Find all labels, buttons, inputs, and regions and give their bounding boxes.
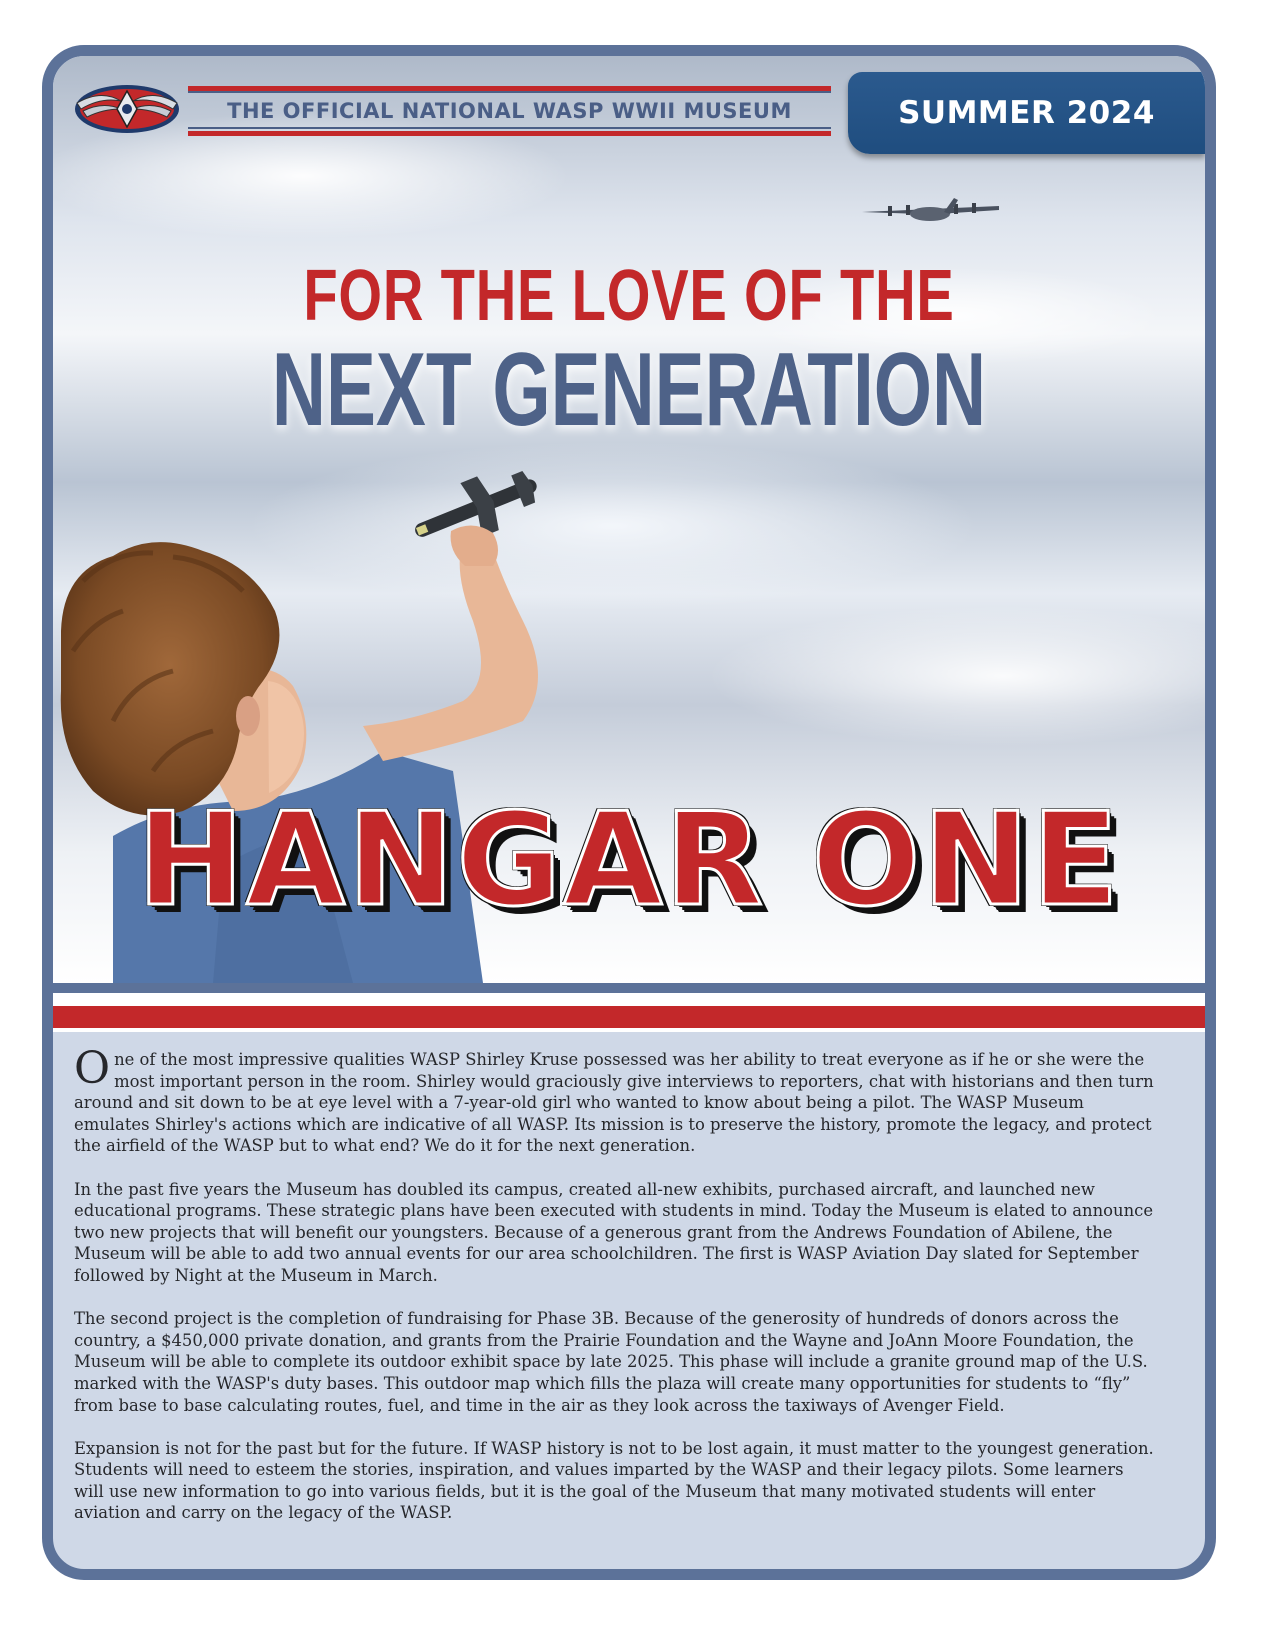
headline-line-1: FOR THE LOVE OF THE xyxy=(303,256,955,336)
season-tab xyxy=(848,72,1205,154)
banner-rule-bottom xyxy=(188,131,831,136)
divider-white-band xyxy=(53,993,1205,1006)
article-paragraph-3: The second project is the completion of fundraising for Phase 3B. Because of the generosity of hundreds of donors across the country, a $450,000 private donation, and grants from the Prairie Foundation and the Wayne and JoAnn Moore Foundation, the Museum will be able to complete its outdoor exhibit space by late 2025. This phase will include a granite ground map of the U.S. marked with the WASP's duty bases. This outdoor map which fills the plaza will create many opportunities for students to “fly” from base to base calculating routes, fuel, and time in the air as they look across the taxiways of Avenger Field. xyxy=(74,1309,1148,1415)
page-frame xyxy=(42,45,1216,1580)
season-label: SUMMER 2024 xyxy=(898,95,1155,131)
masthead-title: HANGAR ONE xyxy=(137,786,1121,935)
article-paragraph-2: In the past five years the Museum has doubled its campus, created all-new exhibits, purchased aircraft, and launched new educational programs. These strategic plans have been executed with students in mind. Today the Museum is elated to announce two new projects that will benefit our youngsters. Because of a generous grant from the Andrews Foundation of Abilene, the Museum will be able to add two annual events for our area schoolchildren. The first is WASP Aviation Day slated for September followed by Night at the Museum in March. xyxy=(74,1179,1154,1285)
banner-rule-top xyxy=(188,86,831,91)
article-paragraph-4: Expansion is not for the past but for the future. If WASP history is not to be lost again, it must matter to the youngest generation. Students will need to esteem the stories, inspiration, and values imparted by the WASP and their legacy pilots. Some learners will use new information to go into various fields, but it is the goal of the Museum that many motivated students will enter aviation and carry on the legacy of the WASP. xyxy=(74,1438,1154,1523)
divider-white-thin xyxy=(53,1028,1205,1032)
headline-line-2: NEXT GENERATION xyxy=(271,332,987,448)
wasp-wings-logo-icon xyxy=(71,79,183,139)
paragraph-1-text: ne of the most impressive qualities WASP Shirley Kruse possessed was her ability to treat everyone as if he or she were the most important person in the room. Shirley would graciously give interviews to reporters, chat with historians and then turn around and sit down to be at eye level with a 7-year-old girl who wanted to know about being a pilot. The WASP Museum emulates Shirley's actions which are indicative of all WASP. Its mission is to preserve the history, promote the legacy, and protect the airfield of the WASP but to what end? We do it for the next generation. xyxy=(74,1050,1154,1156)
museum-name-banner xyxy=(188,86,831,136)
article-body xyxy=(74,1043,1154,1546)
museum-name: THE OFFICIAL NATIONAL WASP WWII MUSEUM xyxy=(227,99,792,123)
hero-image xyxy=(53,56,1205,983)
cargo-plane-icon xyxy=(858,192,1003,232)
article-paragraph-1 xyxy=(74,1043,1154,1157)
drop-cap: O xyxy=(74,1043,111,1094)
divider-blue-band xyxy=(53,983,1205,993)
divider-red-band xyxy=(53,1006,1205,1028)
